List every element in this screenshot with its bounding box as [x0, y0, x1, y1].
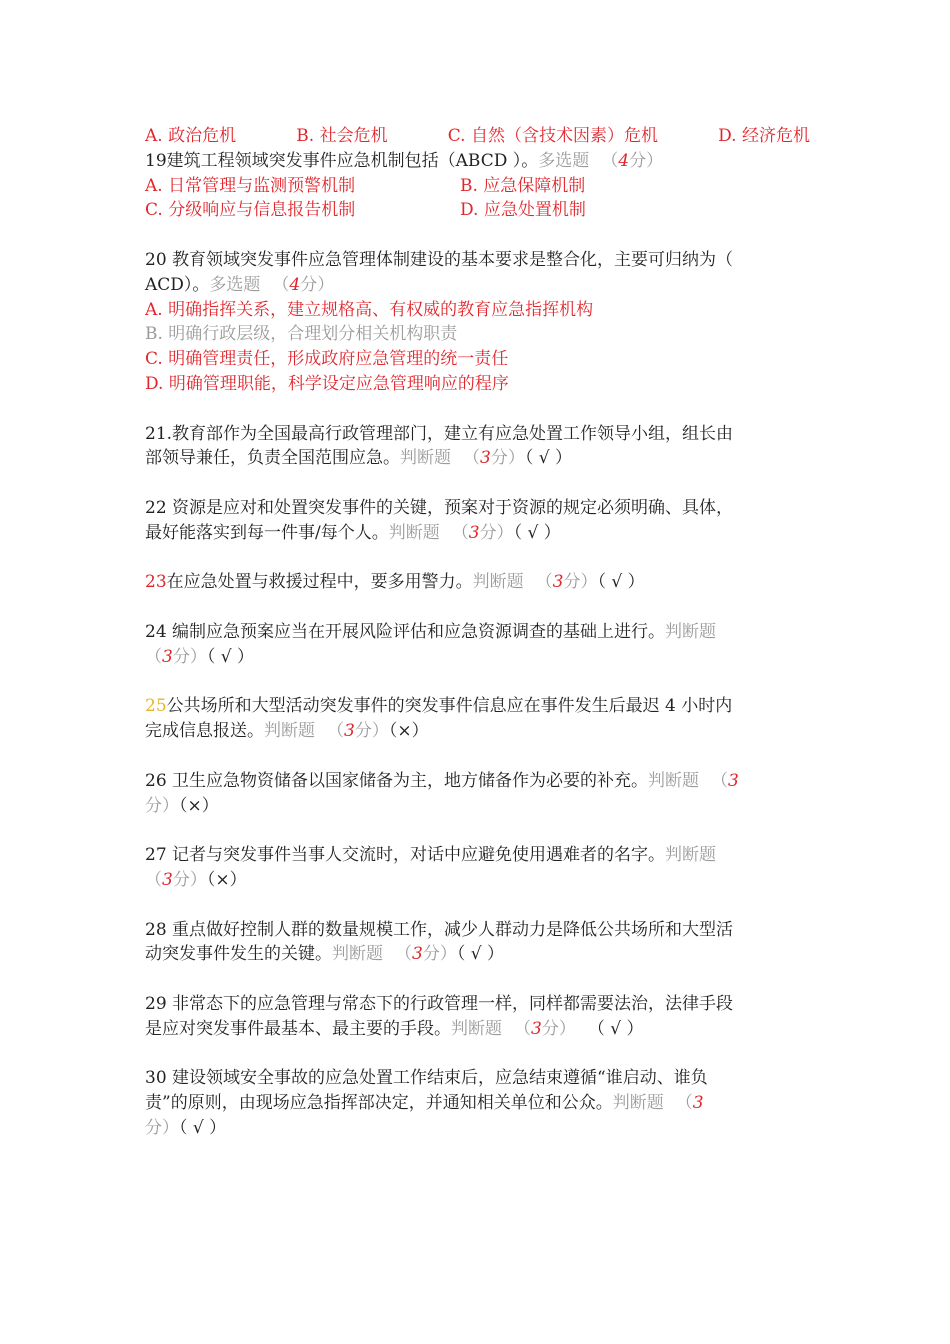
q23-score-open: （ — [535, 572, 553, 593]
q26-score-close: 分） — [145, 795, 179, 816]
q19-question — [145, 149, 810, 174]
q19-option-c: C. 分级响应与信息报告机制 — [145, 200, 356, 221]
q27-score-open: （ — [145, 869, 162, 890]
q22-type: 判断题 — [388, 522, 440, 543]
q19-options-row1 — [145, 174, 810, 199]
q26-text: 26 卫生应急物资储备以国家储备为主，地方储备作为必要的补充。 — [145, 770, 649, 791]
q25-line1 — [145, 694, 810, 719]
q29-line2 — [145, 1017, 810, 1042]
q30-answer: （ √ ） — [179, 1117, 227, 1138]
q28-score-open: （ — [395, 944, 412, 965]
q24-answer: （ √ ） — [206, 646, 254, 667]
q27-line2 — [145, 868, 810, 893]
q24-score-open: （ — [145, 646, 162, 667]
q30-line3 — [145, 1116, 810, 1141]
q27-score-num: 3 — [162, 869, 173, 890]
q20-line1: 20 教育领域突发事件应急管理体制建设的基本要求是整合化，主要可归纳为（ — [145, 249, 734, 270]
q20-option-b: B. 明确行政层级，合理划分相关机构职责 — [145, 324, 458, 345]
q30-score-close: 分） — [145, 1117, 179, 1138]
q27-score-close: 分） — [172, 869, 207, 890]
q19-type: 多选题 — [538, 150, 590, 171]
q22-score-open: （ — [451, 522, 469, 543]
q28-score-num: 3 — [412, 944, 423, 965]
q25-score-num: 3 — [344, 721, 355, 742]
q23-score-num: 3 — [552, 572, 564, 593]
q18-options — [145, 124, 810, 149]
q19-option-d: D. 应急处置机制 — [460, 200, 586, 221]
q28-answer: （ √ ） — [456, 944, 504, 965]
q28-line2 — [145, 942, 810, 967]
q22-line1: 22 资源是应对和处置突发事件的关键，预案对于资源的规定必须明确、具体， — [145, 497, 734, 518]
q21-line2 — [145, 446, 810, 471]
q24-score-close: 分） — [172, 646, 207, 667]
q29-score-num: 3 — [531, 1018, 542, 1039]
q25-score-open: （ — [327, 721, 344, 742]
q21-text: 部领导兼任，负责全国范围应急。 — [145, 448, 400, 469]
q24-line2 — [145, 645, 810, 670]
q21-answer: （ √ ） — [524, 448, 572, 469]
q18-option-c: C. 自然（含技术因素）危机 — [447, 126, 658, 146]
q26-answer: （×） — [179, 795, 219, 816]
q26-score-open: （ — [711, 770, 729, 791]
q28-type: 判断题 — [332, 944, 383, 965]
q29-answer: （ √ ） — [587, 1018, 644, 1039]
q27-line1 — [145, 843, 810, 868]
q24-score-num: 3 — [162, 646, 173, 667]
q24-text: 24 编制应急预案应当在开展风险评估和应急资源调查的基础上进行。 — [145, 621, 666, 642]
q30-type: 判断题 — [612, 1093, 664, 1114]
q23-score-close: 分） — [563, 572, 598, 593]
q23-question — [145, 570, 810, 595]
q20-score-num: 4 — [289, 274, 301, 295]
q25-text-2: 完成信息报送。 — [145, 721, 264, 742]
q28-score-close: 分） — [422, 944, 457, 965]
q24-line1 — [145, 620, 810, 645]
q29-score-open: （ — [514, 1018, 531, 1039]
q19-score-open: （ — [601, 150, 619, 171]
q28-line1: 28 重点做好控制人群的数量规模工作，减少人群动力是降低公共场所和大型活 — [145, 919, 734, 940]
q19-text: 建筑工程领域突发事件应急机制包括（ABCD ）。 — [166, 150, 539, 171]
q25-score-close: 分） — [354, 721, 389, 742]
q29-text: 是应对突发事件最基本、最主要的手段。 — [145, 1018, 451, 1039]
q22-text: 最好能落实到每一件事/每个人。 — [145, 522, 389, 543]
q19-number: 19 — [145, 150, 167, 171]
q19-score-num: 4 — [618, 150, 630, 171]
q21-score-num: 3 — [480, 448, 491, 469]
q28-text: 动突发事件发生的关键。 — [145, 944, 332, 965]
q19-options-row2 — [145, 198, 810, 223]
q20-option-a: A. 明确指挥关系，建立规格高、有权威的教育应急指挥机构 — [145, 299, 594, 320]
q21-type: 判断题 — [400, 448, 451, 469]
q20-answer: ACD）。 — [145, 274, 210, 295]
q19-option-a: A. 日常管理与监测预警机制 — [145, 175, 356, 196]
q20-score-open: （ — [272, 274, 290, 295]
q30-line1: 30 建设领域安全事故的应急处置工作结束后，应急结束遵循“谁启动、谁负 — [145, 1068, 708, 1089]
q21-score-close: 分） — [490, 448, 525, 469]
q22-answer: （ √ ） — [513, 522, 561, 543]
q26-line2 — [145, 794, 810, 819]
q19-option-b: B. 应急保障机制 — [460, 175, 586, 196]
question-list — [145, 124, 810, 1141]
q27-type: 判断题 — [665, 845, 717, 866]
q27-text: 27 记者与突发事件当事人交流时，对话中应避免使用遇难者的名字。 — [145, 845, 666, 866]
q23-type: 判断题 — [472, 572, 524, 593]
q22-score-close: 分） — [479, 522, 514, 543]
q29-type: 判断题 — [451, 1018, 502, 1039]
q18-option-b: B. 社会危机 — [296, 126, 388, 146]
q27-answer: （×） — [206, 869, 247, 890]
q25-text: 公共场所和大型活动突发事件的突发事件信息应在事件发生后最迟 4 小时内 — [166, 696, 733, 717]
q26-score-num: 3 — [728, 770, 739, 791]
q25-answer: （×） — [388, 721, 429, 742]
q29-score-close: 分） — [541, 1018, 576, 1039]
q25-number: 25 — [145, 696, 167, 717]
q21-line1: 21.教育部作为全国最高行政管理部门，建立有应急处置工作领导小组，组长由 — [145, 423, 734, 444]
q19-score-close: 分） — [629, 150, 664, 171]
q20-line2 — [145, 273, 810, 298]
q20-score-close: 分） — [300, 274, 335, 295]
q23-answer: （ √ ） — [597, 572, 645, 593]
q25-line2 — [145, 719, 810, 744]
q20-type: 多选题 — [209, 274, 261, 295]
q24-type: 判断题 — [665, 621, 717, 642]
q18-option-d: D. 经济危机 — [718, 126, 810, 146]
q30-line2 — [145, 1091, 810, 1116]
q25-type: 判断题 — [264, 721, 315, 742]
q29-line1: 29 非常态下的应急管理与常态下的行政管理一样，同样都需要法治，法律手段 — [145, 993, 734, 1014]
q20-option-c: C. 明确管理责任，形成政府应急管理的统一责任 — [145, 349, 509, 370]
q23-number: 23 — [145, 572, 167, 593]
q30-text: 责”的原则，由现场应急指挥部决定，并通知相关单位和公众。 — [145, 1093, 613, 1114]
q23-text: 在应急处置与救援过程中，要多用警力。 — [166, 572, 473, 593]
q22-line2 — [145, 521, 810, 546]
q22-score-num: 3 — [468, 522, 480, 543]
q18-option-a: A. 政治危机 — [145, 126, 237, 146]
q26-type: 判断题 — [648, 770, 700, 791]
q20-option-d: D. 明确管理职能，科学设定应急管理响应的程序 — [145, 373, 509, 394]
q21-score-open: （ — [463, 448, 480, 469]
q30-score-open: （ — [675, 1093, 693, 1114]
q30-score-num: 3 — [692, 1093, 704, 1114]
q26-line1 — [145, 769, 810, 794]
